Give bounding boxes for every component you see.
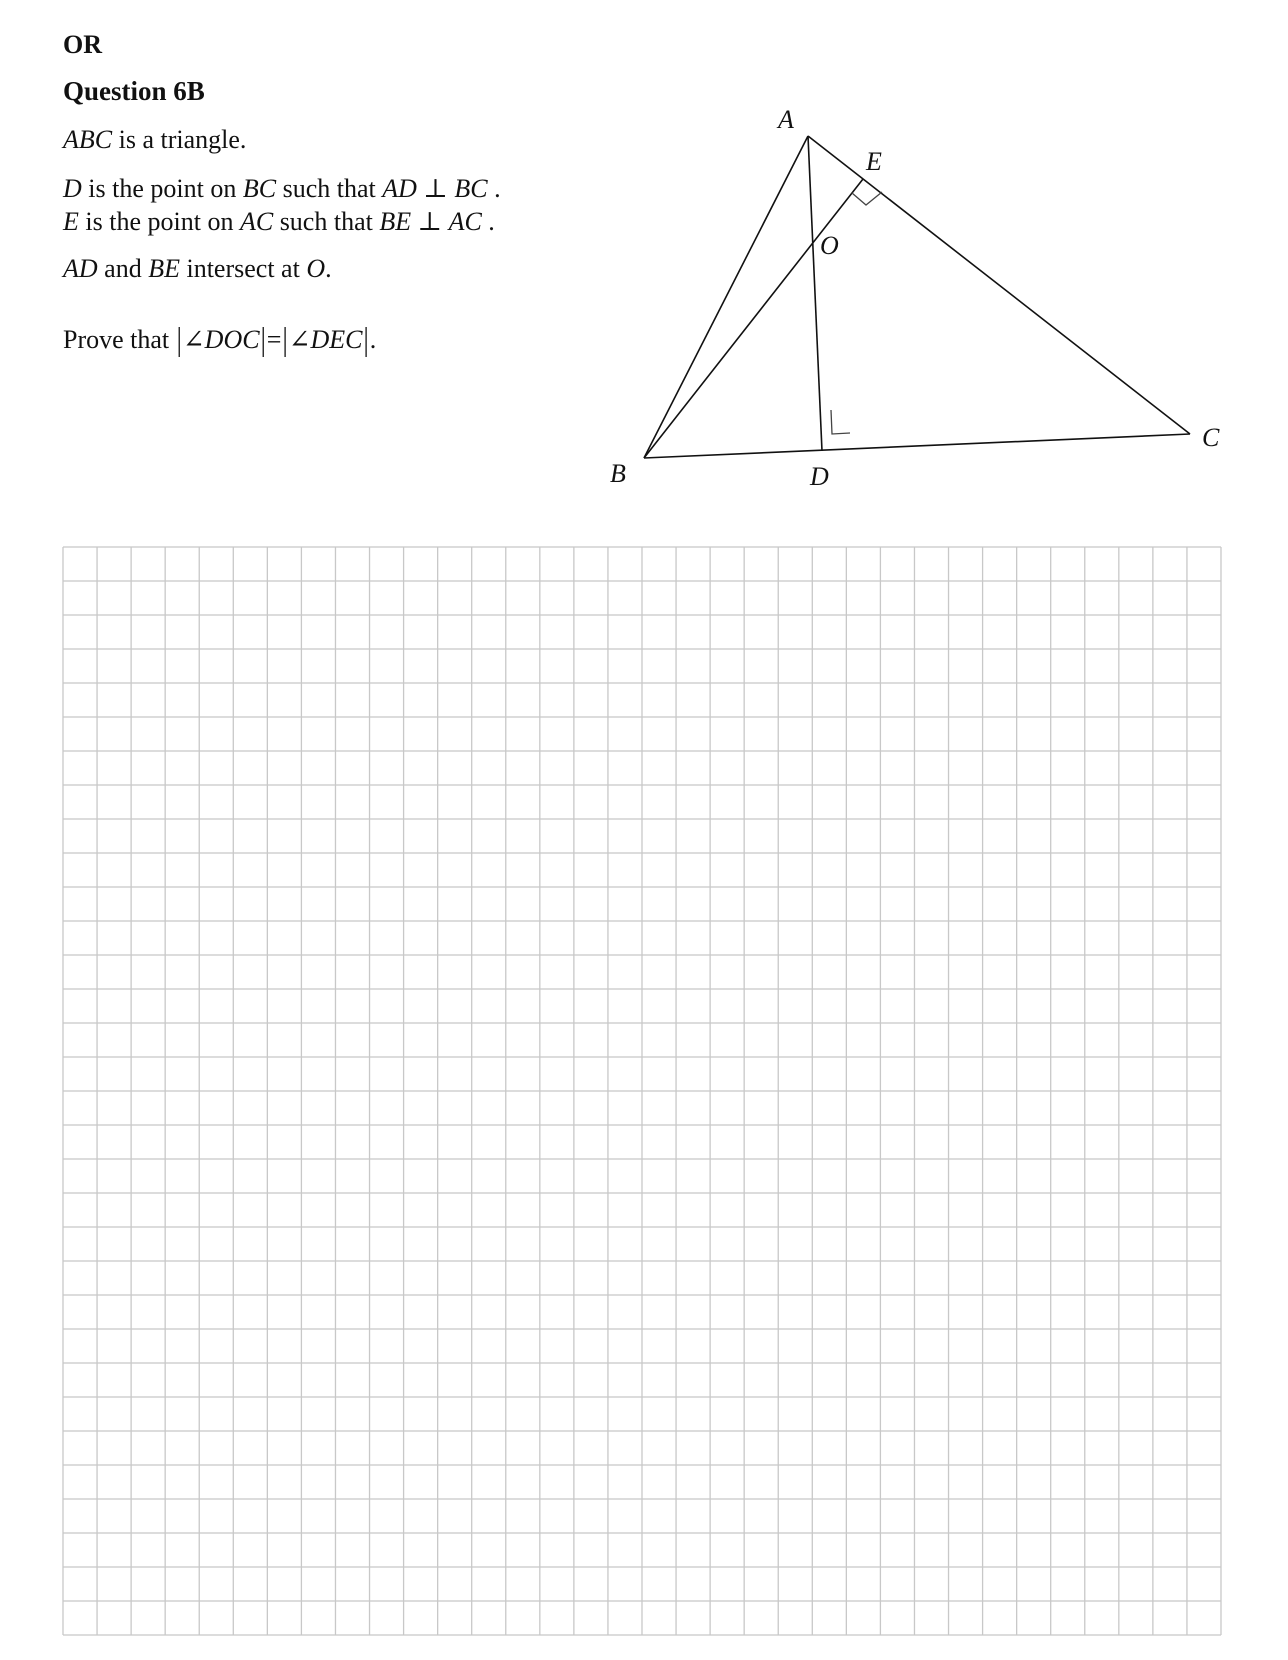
abs-bar: | <box>363 321 369 358</box>
answer-grid <box>62 546 1222 1636</box>
angle-symbol: ∠ <box>182 325 205 354</box>
segment-be: BE <box>148 254 180 283</box>
or-label: OR <box>63 30 102 59</box>
point-d: D <box>63 174 82 203</box>
statement-text: is the point on <box>81 174 243 203</box>
side-bc: BC <box>242 174 277 203</box>
label-b: B <box>610 459 626 488</box>
altitude-ad <box>808 136 822 451</box>
segment-ac: AC <box>448 207 482 236</box>
side-bc <box>644 434 1190 458</box>
statement-text: intersect at <box>179 254 307 283</box>
angle-symbol: ∠ <box>288 325 311 354</box>
statement-line-1 <box>63 125 246 155</box>
abs-bar: | <box>260 321 266 358</box>
statement-text: is the point on <box>78 207 240 236</box>
statement-text: such that <box>273 207 380 236</box>
statement-text: and <box>97 254 149 283</box>
label-e: E <box>866 147 882 176</box>
statement-text: is a triangle. <box>112 125 247 154</box>
abs-bar: | <box>282 321 288 358</box>
segment-ad: AD <box>63 254 98 283</box>
statement-text: . <box>325 254 332 283</box>
question-title: Question 6B <box>63 76 205 106</box>
segment-ad: AD <box>382 174 417 203</box>
statement-text: such that <box>276 174 383 203</box>
label-o: O <box>820 231 839 260</box>
point-o: O <box>306 254 326 283</box>
angle-dec: DEC <box>310 325 363 354</box>
right-angle-mark-e <box>852 192 882 205</box>
statement-line-4 <box>63 254 332 284</box>
perpendicular-symbol: ⊥ <box>411 207 449 236</box>
triangle-diagram <box>590 90 1240 500</box>
label-a: A <box>778 105 794 134</box>
side-ab <box>644 136 808 458</box>
side-ac: AC <box>239 207 274 236</box>
label-c: C <box>1202 423 1220 452</box>
altitude-be <box>644 179 863 458</box>
right-angle-mark-d <box>831 410 850 434</box>
segment-bc: BC <box>454 174 488 203</box>
prove-text: Prove that <box>63 325 176 354</box>
label-d: D <box>810 462 829 491</box>
prove-statement <box>63 321 377 358</box>
statement-text: . <box>481 207 495 236</box>
point-e: E <box>63 207 79 236</box>
angle-doc: DOC <box>204 325 260 354</box>
equals-symbol: = <box>266 325 282 354</box>
statement-text: . <box>487 174 501 203</box>
statement-text: . <box>369 325 377 354</box>
perpendicular-symbol: ⊥ <box>416 174 455 203</box>
statement-line-2 <box>63 174 501 204</box>
side-ac <box>808 136 1190 434</box>
segment-be: BE <box>379 207 412 236</box>
abs-bar: | <box>176 321 182 358</box>
triangle-name: ABC <box>63 125 113 154</box>
statement-line-3 <box>63 207 495 237</box>
